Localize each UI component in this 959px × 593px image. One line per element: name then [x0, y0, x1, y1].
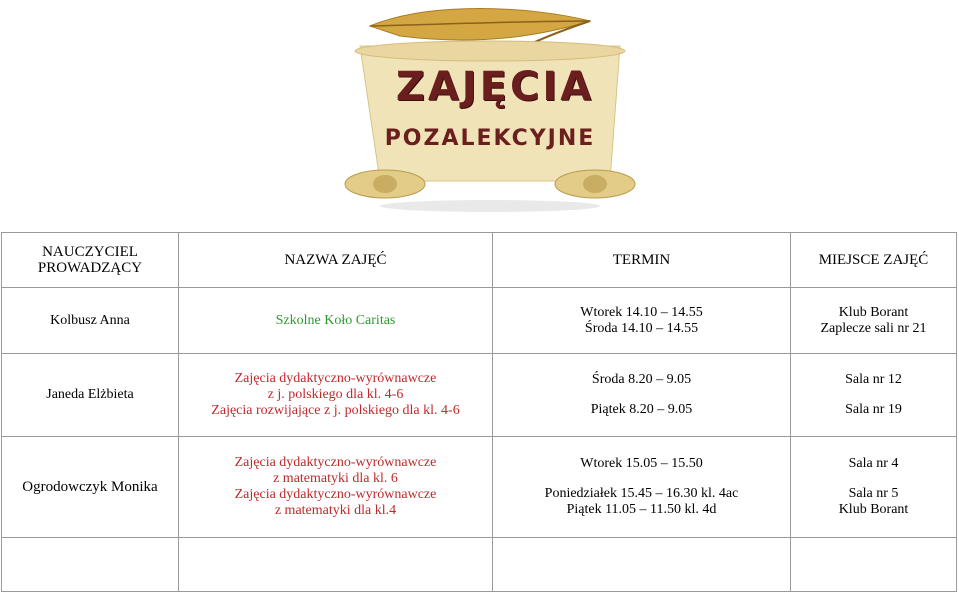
term-line: Środa 14.10 – 14.55 [584, 320, 699, 336]
activity-cell [179, 437, 493, 538]
spacer [497, 472, 786, 486]
spacer [795, 388, 952, 402]
activity-cell [179, 354, 493, 437]
banner-title: ZAJĘCIA [395, 64, 595, 110]
empty-cell [179, 538, 493, 592]
term-cell [493, 354, 791, 437]
place-cell [791, 288, 957, 354]
term-cell [493, 288, 791, 354]
term-line: Poniedziałek 15.45 – 16.30 kl. 4ac [544, 486, 739, 501]
activity-line: Zajęcia dydaktyczno-wyrównawcze [234, 487, 437, 502]
term-line: Wtorek 14.10 – 14.55 [580, 304, 703, 320]
empty-cell [791, 538, 957, 592]
teacher-cell: Ogrodowczyk Monika [2, 437, 179, 538]
banner-image [340, 6, 640, 216]
header-teacher: NAUCZYCIEL PROWADZĄCY [2, 233, 179, 288]
activity-line: Zajęcia rozwijające z j. polskiego dla kl. 4-6 [211, 403, 460, 418]
table-row [2, 354, 957, 437]
activity-line: Zajęcia dydaktyczno-wyrównawcze [234, 371, 437, 386]
activity-line: z matematyki dla kl. 6 [273, 471, 398, 486]
place-cell [791, 437, 957, 538]
teacher-cell: Janeda Elżbieta [2, 354, 179, 437]
table-header-row [2, 233, 957, 288]
term-cell [493, 437, 791, 538]
header-place: MIEJSCE ZAJĘĆ [791, 233, 957, 288]
banner-subtitle: POZALEKCYJNE [384, 126, 596, 151]
term-line: Wtorek 15.05 – 15.50 [580, 456, 703, 471]
term-line: Piątek 11.05 – 11.50 kl. 4d [566, 502, 717, 517]
activity-line: Zajęcia dydaktyczno-wyrównawcze [234, 455, 437, 470]
place-line: Zaplecze sali nr 21 [820, 320, 927, 336]
teacher-cell: Kolbusz Anna [2, 288, 179, 354]
place-line: Klub Borant [838, 304, 909, 320]
table-row-empty [2, 538, 957, 592]
spacer [497, 388, 786, 402]
header-activity: NAZWA ZAJĘĆ [179, 233, 493, 288]
table-row [2, 288, 957, 354]
spacer [795, 472, 952, 486]
place-line: Sala nr 4 [848, 456, 899, 471]
place-line: Sala nr 12 [845, 372, 902, 387]
place-cell [791, 354, 957, 437]
empty-cell [493, 538, 791, 592]
scroll-feather-icon [340, 6, 640, 216]
place-line: Sala nr 5 [848, 486, 899, 501]
term-line: Środa 8.20 – 9.05 [591, 372, 692, 387]
header-term: TERMIN [493, 233, 791, 288]
empty-cell [2, 538, 179, 592]
activity-cell [179, 288, 493, 354]
place-line: Klub Borant [838, 502, 909, 517]
activity-line: Szkolne Koło Caritas [275, 312, 396, 328]
table-row [2, 437, 957, 538]
term-line: Piątek 8.20 – 9.05 [590, 402, 693, 417]
activity-line: z matematyki dla kl.4 [274, 503, 397, 518]
schedule-table [1, 232, 957, 592]
place-line: Sala nr 19 [845, 402, 902, 417]
activity-line: z j. polskiego dla kl. 4-6 [267, 387, 404, 402]
